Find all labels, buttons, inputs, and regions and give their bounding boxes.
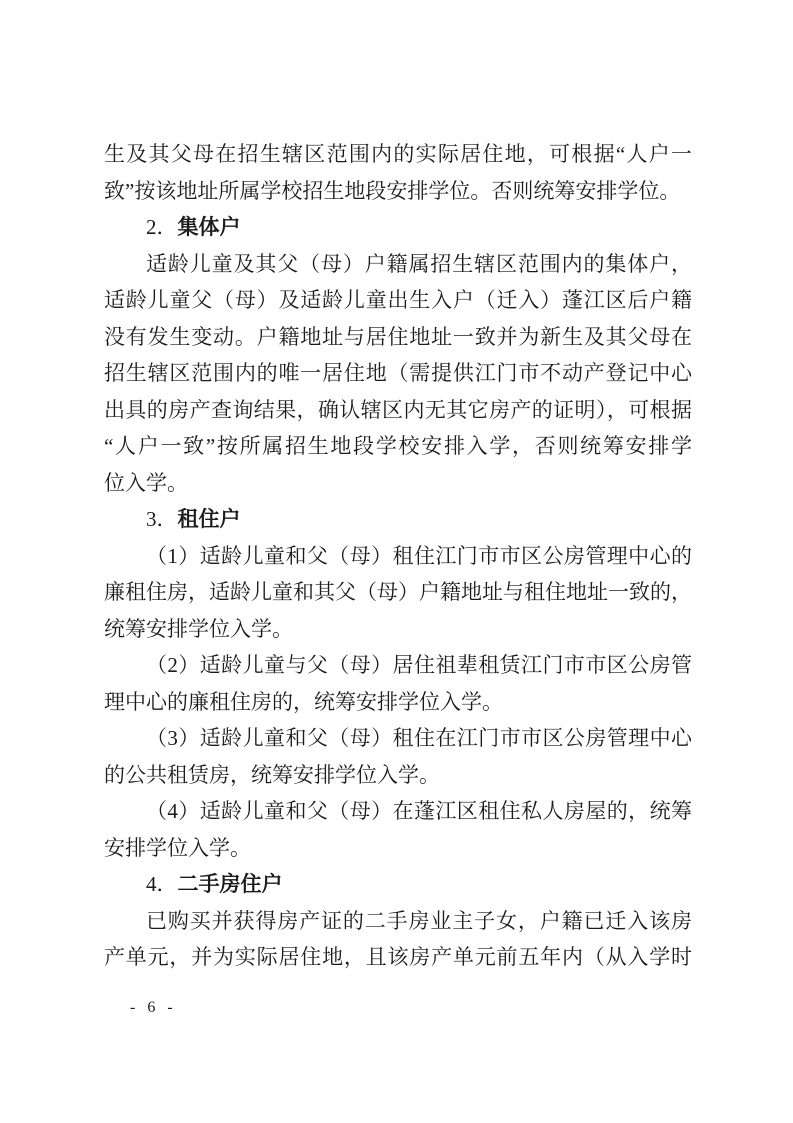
doc-line: 出具的房产查询结果，确认辖区内无其它房产的证明），可根据 [104, 397, 692, 422]
section-number: 2． [146, 215, 178, 239]
doc-line: 适龄儿童父（母）及适龄儿童出生入户（迁入）蓬江区后户籍 [104, 288, 692, 312]
doc-line: 适龄儿童及其父（母）户籍属招生辖区范围内的集体户， [146, 251, 692, 276]
doc-line: 安排学位入学。 [104, 835, 251, 860]
doc-line: 没有发生变动。户籍地址与居住地址一致并为新生及其父母在 [104, 324, 692, 349]
doc-line: 廉租住房，适龄儿童和其父（母）户籍地址与租住地址一致的， [104, 580, 692, 604]
doc-line: “人户一致”按所属招生地段学校安排入学，否则统筹安排学 [104, 434, 692, 458]
doc-line: （2）适龄儿童与父（母）居住祖辈租赁江门市市区公房管 [146, 653, 692, 677]
doc-line: （4）适龄儿童和父（母）在蓬江区租住私人房屋的，统筹 [146, 799, 692, 823]
doc-line: 位入学。 [104, 470, 188, 495]
doc-line: 招生辖区范围内的唯一居住地（需提供江门市不动产登记中心 [104, 361, 692, 385]
doc-line: （3）适龄儿童和父（母）租住在江门市市区公房管理中心 [146, 726, 692, 750]
section-number: 4． [146, 872, 178, 896]
doc-line: 统筹安排学位入学。 [104, 616, 293, 641]
doc-line: 致”按该地址所属学校招生地段安排学位。否则统筹安排学位。 [104, 178, 681, 203]
doc-line: 产单元，并为实际居住地，且该房产单元前五年内（从入学时 [104, 945, 692, 969]
text-area [104, 136, 692, 976]
doc-line: 生及其父母在招生辖区范围内的实际居住地，可根据“人户一 [104, 142, 692, 166]
doc-line: 理中心的廉租住房的，统筹安排学位入学。 [104, 689, 503, 714]
section-title: 租住户 [177, 508, 241, 531]
section-title: 集体户 [177, 216, 241, 239]
section-heading [104, 209, 692, 246]
section-heading [104, 866, 692, 903]
section-title: 二手房住户 [177, 873, 283, 896]
page-number: - 6 - [130, 999, 177, 1016]
doc-line: （1）适龄儿童和父（母）租住江门市市区公房管理中心的 [146, 543, 692, 568]
doc-line: 已购买并获得房产证的二手房业主子女，户籍已迁入该房 [146, 908, 692, 933]
section-heading [104, 501, 692, 538]
doc-line: 的公共租赁房，统筹安排学位入学。 [104, 762, 440, 787]
section-number: 3． [146, 507, 178, 531]
